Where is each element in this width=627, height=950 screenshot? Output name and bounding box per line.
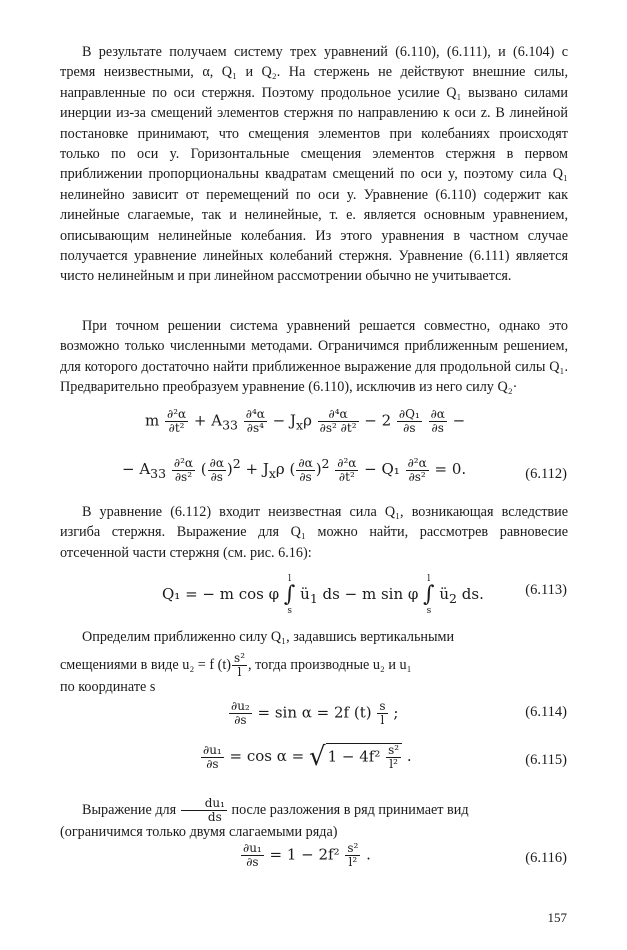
equation-6-112-line2: − $A_{33}$ $\frac{\text{∂²α}}{\text{∂s²}}$ ( $\frac{\partial\alpha}{\partial s}$ )$^2 + J_x\rho$ ( $\frac{\partial\alpha}{\partial s}$ )$^2$ $\frac{\text{∂²α}}{\text{∂t²}}$ − Q₁ $\frac{\text{∂²α}}{\text{∂s²}}$ = 0. bbox=[122, 455, 467, 484]
equation-number-6-116: (6.116) bbox=[525, 850, 567, 866]
equation-number-6-114: (6.114) bbox=[525, 704, 567, 720]
page-number: 157 bbox=[547, 910, 567, 925]
paragraph-approximate-solution: При точном решении система уравнений решается совместно, однако это возможно только численными методами. Ограничимся приближенным решением, для которого достаточно найти приближенное выражение для продольной силы Q₁. Предварительно преобразуем уравнение (6.110), исключив из него силу Q₂· bbox=[60, 318, 568, 396]
equation-6-113: Q₁ = − m cos φ l ∫ s $ü_1$ ds − m sin φ l ∫ s $ü_2$ ds. bbox=[162, 574, 484, 616]
text-segment: смещениями в виде u₂ = f (t) bbox=[60, 656, 232, 673]
equation-6-115: $\frac{\text{∂u₁}}{\partial s}$ = cos α = √ 1 − 4f² $\frac{\text{s²}}{\text{l²}}$ . bbox=[203, 742, 412, 772]
paragraph-define-q1-line1: Определим приближенно силу Q₁, задавшись вертикальными bbox=[82, 629, 455, 645]
paragraph-series-expansion-line2: (ограничимся только двумя слагаемыми ряда) bbox=[60, 824, 338, 840]
paragraph-series-expansion-line1: Выражение для $\frac{\text{du₁}}{ds}$ после разложения в ряд принимает вид bbox=[82, 796, 469, 824]
equation-6-116: $\frac{\text{∂u₁}}{\partial s}$ = 1 − 2f² $\frac{\text{s²}}{\text{l²}}$ . bbox=[243, 841, 371, 869]
text-segment: , тогда производные u₂ и u₁ bbox=[248, 656, 412, 673]
equation-6-112-line1: m $\frac{\text{∂²α}}{\text{∂t²}}$ + $A_{33}$ $\frac{\text{∂⁴α}}{\text{∂s⁴}}$ − $J_x\rho$ $\frac{\text{∂⁴α}}{\text{∂s² ∂t²}}$ − 2 $\frac{\text{∂Q₁}}{\partial s}$ $\frac{\partial\alpha}{\partial s}$ − bbox=[145, 407, 466, 435]
text-segment: после разложения в ряд принимает вид bbox=[231, 801, 469, 818]
equation-6-114: $\frac{\text{∂u₂}}{\partial s}$ = sin α = 2f (t) $\frac{s}{l}$ ; bbox=[231, 699, 399, 727]
equation-number-6-115: (6.115) bbox=[525, 752, 567, 768]
text-segment: Выражение для bbox=[82, 801, 177, 818]
equation-number-6-113: (6.113) bbox=[525, 582, 567, 598]
paragraph-define-q1-line3: по координате s bbox=[60, 679, 156, 695]
paragraph-system-of-equations: В результате получаем систему трех уравнений (6.110), (6.111), и (6.104) с тремя неизвестными, α, Q₁ и Q₂. На стержень не действуют внешние силы, направленные по оси стержня. Поэтому продольное усилие Q₁ вызвано силами инерции из-за смещений элементов стержня по направлению к оси z. В линейной постановке принимают, что смещения элементов при колебаниях происходят только по оси y. Горизонтальные смещения элементов стержня в первом приближении пропорциональны квадратам смещений по оси y, поэтому сила Q₁ нелинейно зависит от перемещений по оси y. Уравнение (6.110) содержит как линейные слагаемые, так и нелинейные, т. е. является основным уравнением, описывающим нелинейные колебания. Из этого уравнения в частном случае получается уравнение линейных колебаний стержня. Уравнение (6.111) является чисто нелинейным и при линейном рассмотрении обычно не учитывается. bbox=[60, 44, 568, 285]
paragraph-define-q1-line2: смещениями в виде u₂ = f (t) $\frac{\text{s²}}{l}$ , тогда производные u₂ и u₁ bbox=[60, 651, 412, 679]
paragraph-unknown-force: В уравнение (6.112) входит неизвестная сила Q₁, возникающая вследствие изгиба стержня. Выражение для Q₁ можно найти, рассмотрев равновесие отсеченной части стержня (см. рис. 6.16): bbox=[60, 504, 568, 561]
equation-number-6-112: (6.112) bbox=[525, 466, 567, 482]
